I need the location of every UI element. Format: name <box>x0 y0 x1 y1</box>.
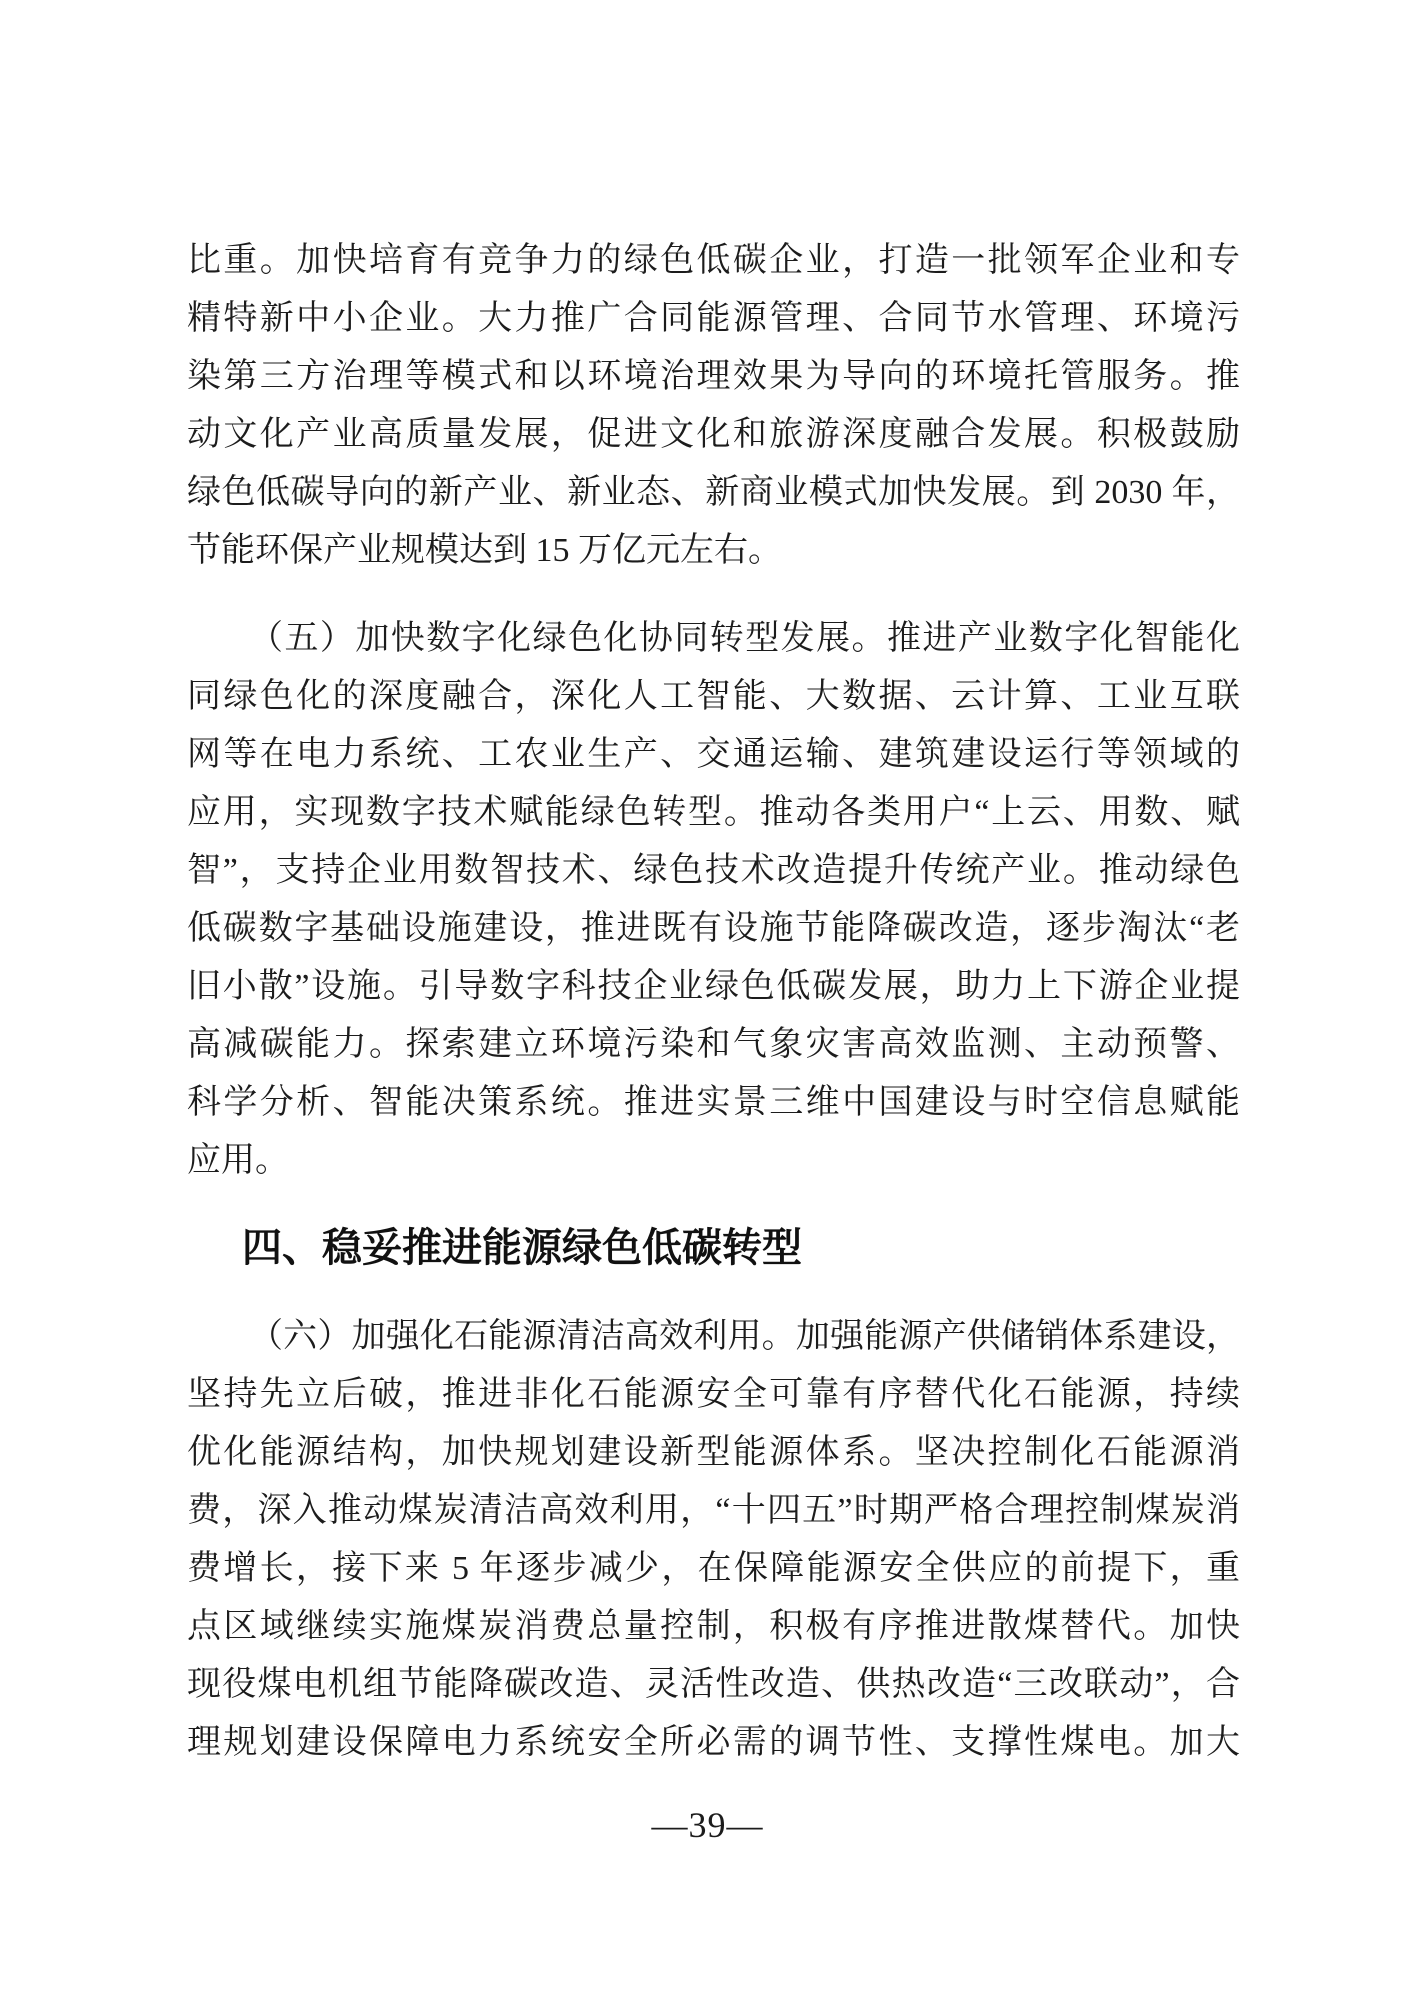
text-line: 点区域继续实施煤炭消费总量控制，积极有序推进散煤替代。加快 <box>187 1608 1240 1645</box>
text-line: 费增长，接下来 5 年逐步减少，在保障能源安全供应的前提下，重 <box>187 1550 1240 1587</box>
text-line: 应用，实现数字技术赋能绿色转型。推动各类用户“上云、用数、赋 <box>187 794 1240 831</box>
section-heading: 四、稳妥推进能源绿色低碳转型 <box>242 1226 802 1270</box>
page-number: —39— <box>651 1805 764 1845</box>
text-line: 绿色低碳导向的新产业、新业态、新商业模式加快发展。到 2030 年， <box>187 474 1240 511</box>
text-line: 动文化产业高质量发展，促进文化和旅游深度融合发展。积极鼓励 <box>187 416 1240 453</box>
text-line: 应用。 <box>187 1142 289 1179</box>
text-line: 同绿色化的深度融合，深化人工智能、大数据、云计算、工业互联 <box>187 678 1240 715</box>
page-footer <box>0 1800 1415 1850</box>
text-line: 坚持先立后破，推进非化石能源安全可靠有序替代化石能源，持续 <box>187 1376 1240 1413</box>
text-line: 旧小散”设施。引导数字科技企业绿色低碳发展，助力上下游企业提 <box>187 968 1240 1005</box>
paragraph-continuation <box>187 232 1240 580</box>
text-line: 理规划建设保障电力系统安全所必需的调节性、支撑性煤电。加大 <box>187 1724 1240 1761</box>
text-line: 现役煤电机组节能降碳改造、灵活性改造、供热改造“三改联动”，合 <box>187 1666 1240 1703</box>
text-line: （五）加快数字化绿色化协同转型发展。推进产业数字化智能化 <box>249 620 1240 657</box>
text-line: 优化能源结构，加快规划建设新型能源体系。坚决控制化石能源消 <box>187 1434 1240 1471</box>
text-line: 低碳数字基础设施建设，推进既有设施节能降碳改造，逐步淘汰“老 <box>187 910 1240 947</box>
text-line: 比重。加快培育有竞争力的绿色低碳企业，打造一批领军企业和专 <box>187 242 1240 279</box>
paragraph-item-6 <box>187 1308 1240 1772</box>
text-line: 科学分析、智能决策系统。推进实景三维中国建设与时空信息赋能 <box>187 1084 1240 1121</box>
text-line: 节能环保产业规模达到 15 万亿元左右。 <box>187 532 782 569</box>
text-line: 智”，支持企业用数智技术、绿色技术改造提升传统产业。推动绿色 <box>187 852 1240 889</box>
text-line: 染第三方治理等模式和以环境治理效果为导向的环境托管服务。推 <box>187 358 1240 395</box>
text-line: （六）加强化石能源清洁高效利用。加强能源产供储销体系建设， <box>249 1318 1240 1355</box>
page-content <box>187 232 1240 1772</box>
text-line: 精特新中小企业。大力推广合同能源管理、合同节水管理、环境污 <box>187 300 1240 337</box>
text-line: 网等在电力系统、工农业生产、交通运输、建筑建设运行等领域的 <box>187 736 1240 773</box>
text-line: 费，深入推动煤炭清洁高效利用，“十四五”时期严格合理控制煤炭消 <box>187 1492 1240 1529</box>
text-line: 高减碳能力。探索建立环境污染和气象灾害高效监测、主动预警、 <box>187 1026 1240 1063</box>
paragraph-item-5 <box>187 610 1240 1190</box>
